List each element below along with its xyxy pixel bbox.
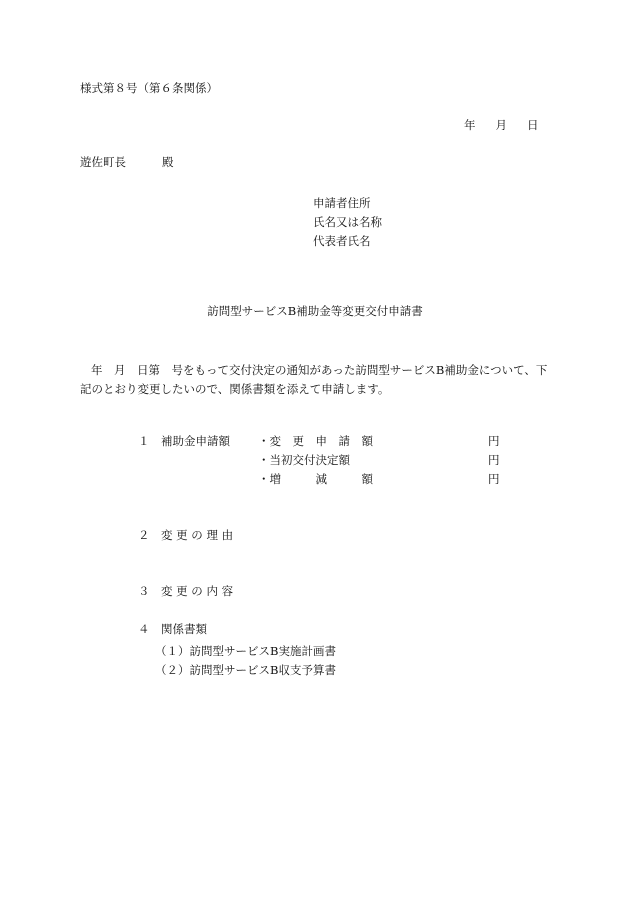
section-4-label: ４ 関係書類 [138,622,207,636]
amount-unit: 円 [488,453,500,467]
date-year-label: 年 [464,118,476,132]
addressee-name: 遊佐町長 [80,155,126,169]
body-text [80,361,550,399]
section-3-label: ３ 変 更 の 内 容 [138,584,234,598]
applicant-representative-label: 代表者氏名 [313,234,371,248]
body-line-1 [80,361,550,380]
amount-unit: 円 [488,434,500,448]
applicant-block [313,194,382,251]
applicant-name-label: 氏名又は名称 [313,215,382,229]
attachment-item: （１）訪問型サービスB実施計画書 [155,644,336,658]
addressee-honorific: 殿 [162,155,174,169]
addressee [80,157,174,169]
attachment-list [155,642,336,680]
body-line-2: 記のとおり変更したいので、関係書類を添えて申請します。 [80,382,390,396]
document-title: 訪問型サービスB補助金等変更交付申請書 [207,304,423,318]
form-number: 様式第８号（第６条関係） [80,81,218,95]
applicant-address-label: 申請者住所 [313,196,371,210]
attachment-item: （２）訪問型サービスB収支予算書 [155,663,336,677]
amount-unit: 円 [488,472,500,486]
date-day-label: 日 [527,118,539,132]
date-month-label: 月 [495,118,507,132]
section-2-label: ２ 変 更 の 理 由 [138,528,234,542]
amount-item-label: ・当初交付決定額 [258,453,350,467]
amount-item-label: ・変 更 申 請 額 [258,434,373,448]
amount-item-label: ・増 減 額 [258,472,373,486]
body-line-1-text: 年 月 日第 号をもって交付決定の通知があった訪問型サービスB補助金について、下 [91,363,548,377]
section-1-label: １ 補助金申請額 [138,434,230,448]
date-line [464,120,539,132]
